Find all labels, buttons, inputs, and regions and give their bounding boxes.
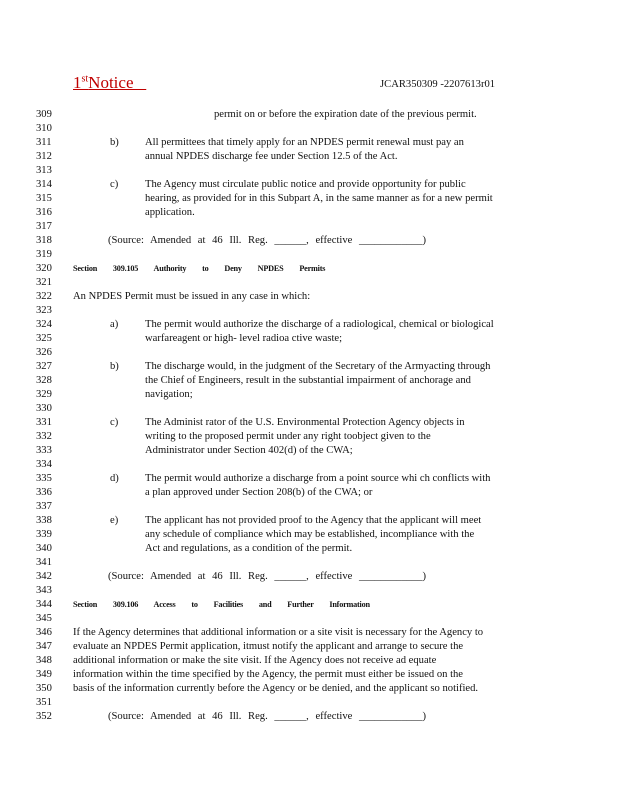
- line-text: The permit would authorize the discharge of a radiological, chemical or biological: [145, 319, 494, 330]
- line-number: 318: [36, 235, 52, 246]
- section-heading: Section 309.105 Authority to Deny NPDES Permits: [73, 264, 326, 273]
- text-line: [0, 500, 618, 514]
- line-number: 348: [36, 655, 52, 666]
- line-number: 331: [36, 417, 52, 428]
- text-line: [0, 542, 618, 556]
- text-line: [0, 598, 618, 612]
- text-line: [0, 332, 618, 346]
- text-line: [0, 416, 618, 430]
- line-number: 328: [36, 375, 52, 386]
- item-label: c): [110, 179, 119, 190]
- text-line: [0, 654, 618, 668]
- line-text: permit on or before the expiration date of the previous permit.: [214, 109, 477, 120]
- line-number: 339: [36, 529, 52, 540]
- source-note: (Source: Amended at 46 Ill. Reg. ______, effective ____________): [108, 235, 427, 246]
- line-number: 327: [36, 361, 52, 372]
- line-text: The permit would authorize a discharge from a point source whi ch conflicts with: [145, 473, 491, 484]
- line-number: 320: [36, 263, 52, 274]
- text-line: [0, 192, 618, 206]
- item-label: c): [110, 417, 119, 428]
- text-line: [0, 318, 618, 332]
- text-line: [0, 388, 618, 402]
- line-number: 325: [36, 333, 52, 344]
- line-number: 329: [36, 389, 52, 400]
- notice-heading: [73, 73, 146, 93]
- line-number: 335: [36, 473, 52, 484]
- line-number: 343: [36, 585, 52, 596]
- text-line: [0, 150, 618, 164]
- text-line: [0, 290, 618, 304]
- line-number: 342: [36, 571, 52, 582]
- line-number: 347: [36, 641, 52, 652]
- text-line: [0, 304, 618, 318]
- line-number: 316: [36, 207, 52, 218]
- line-number: 352: [36, 711, 52, 722]
- source-note: (Source: Amended at 46 Ill. Reg. ______, effective ____________): [108, 571, 427, 582]
- line-number: 313: [36, 165, 52, 176]
- text-line: [0, 262, 618, 276]
- line-text: If the Agency determines that additional information or a site visit is necessary for the Agency to: [73, 627, 484, 638]
- line-number: 333: [36, 445, 52, 456]
- item-label: e): [110, 515, 119, 526]
- line-text: hearing, as provided for in this Subpart A, in the same manner as for a new permit: [145, 193, 493, 204]
- text-line: [0, 122, 618, 136]
- item-label: a): [110, 319, 119, 330]
- line-number: 338: [36, 515, 52, 526]
- line-text: Administrator under Section 402(d) of the CWA;: [145, 445, 353, 456]
- line-number: 315: [36, 193, 52, 204]
- line-number: 312: [36, 151, 52, 162]
- line-number: 317: [36, 221, 52, 232]
- text-line: [0, 206, 618, 220]
- line-text: information within the time specified by the Agency, the permit must either be issued on the: [73, 669, 464, 680]
- text-line: [0, 528, 618, 542]
- text-line: [0, 626, 618, 640]
- line-text: annual NPDES discharge fee under Section 12.5 of the Act.: [145, 151, 398, 162]
- line-text: the Chief of Engineers, result in the substantial impairment of anchorage and: [145, 375, 471, 386]
- text-line: [0, 360, 618, 374]
- line-text: writing to the proposed permit under any right toobject given to the: [145, 431, 431, 442]
- line-text: An NPDES Permit must be issued in any case in which:: [73, 291, 311, 302]
- line-text: Act and regulations, as a condition of the permit.: [145, 543, 353, 554]
- text-line: [0, 584, 618, 598]
- text-line: [0, 668, 618, 682]
- line-text: navigation;: [145, 389, 193, 400]
- text-line: [0, 402, 618, 416]
- text-line: [0, 444, 618, 458]
- text-line: [0, 514, 618, 528]
- line-text: application.: [145, 207, 195, 218]
- text-line: [0, 556, 618, 570]
- line-number: 340: [36, 543, 52, 554]
- text-line: [0, 248, 618, 262]
- line-text: The applicant has not provided proof to the Agency that the applicant will meet: [145, 515, 482, 526]
- text-line: [0, 696, 618, 710]
- text-line: [0, 710, 618, 724]
- line-text: warfareagent or high- level radioa ctive waste;: [145, 333, 343, 344]
- line-number: 351: [36, 697, 52, 708]
- text-line: [0, 164, 618, 178]
- line-number: 346: [36, 627, 52, 638]
- line-number: 314: [36, 179, 52, 190]
- text-line: [0, 640, 618, 654]
- line-text: evaluate an NPDES Permit application, itmust notify the applicant and arrange to secure the: [73, 641, 464, 652]
- text-line: [0, 570, 618, 584]
- line-number: 322: [36, 291, 52, 302]
- text-line: [0, 472, 618, 486]
- section-heading: Section 309.106 Access to Facilities and Further Information: [73, 600, 370, 609]
- line-text: All permittees that timely apply for an NPDES permit renewal must pay an: [145, 137, 464, 148]
- line-number: 344: [36, 599, 52, 610]
- text-line: [0, 136, 618, 150]
- line-number: 309: [36, 109, 52, 120]
- line-number: 345: [36, 613, 52, 624]
- notice-ordinal-suffix: st: [81, 73, 89, 85]
- jcar-reference: JCAR350309 -2207613r01: [380, 79, 496, 90]
- notice-word: Notice: [88, 73, 134, 92]
- notice-ordinal: 1: [73, 73, 82, 92]
- line-text: additional information or make the site visit. If the Agency does not receive ad equate: [73, 655, 437, 666]
- line-text: a plan approved under Section 208(b) of the CWA; or: [145, 487, 373, 498]
- text-line: [0, 682, 618, 696]
- line-text: The discharge would, in the judgment of the Secretary of the Armyacting through: [145, 361, 491, 372]
- line-number: 326: [36, 347, 52, 358]
- line-number: 319: [36, 249, 52, 260]
- text-line: [0, 178, 618, 192]
- line-number: 336: [36, 487, 52, 498]
- line-text: any schedule of compliance which may be established, incompliance with the: [145, 529, 475, 540]
- item-label: b): [110, 137, 119, 148]
- text-line: [0, 220, 618, 234]
- line-number: 310: [36, 123, 52, 134]
- source-note: (Source: Amended at 46 Ill. Reg. ______, effective ____________): [108, 711, 427, 722]
- text-line: [0, 346, 618, 360]
- text-line: [0, 276, 618, 290]
- line-text: The Agency must circulate public notice and provide opportunity for public: [145, 179, 466, 190]
- text-line: [0, 234, 618, 248]
- line-number: 341: [36, 557, 52, 568]
- line-number: 323: [36, 305, 52, 316]
- line-number: 349: [36, 669, 52, 680]
- line-text: The Administ rator of the U.S. Environmental Protection Agency objects in: [145, 417, 465, 428]
- line-number: 330: [36, 403, 52, 414]
- text-line: [0, 612, 618, 626]
- line-number: 332: [36, 431, 52, 442]
- line-number: 350: [36, 683, 52, 694]
- line-number: 321: [36, 277, 52, 288]
- line-text: basis of the information currently before the Agency or be denied, and the applicant so notified.: [73, 683, 479, 694]
- item-label: d): [110, 473, 119, 484]
- text-line: [0, 374, 618, 388]
- text-line: [0, 108, 618, 122]
- item-label: b): [110, 361, 119, 372]
- line-number: 311: [36, 137, 52, 148]
- line-number: 324: [36, 319, 52, 330]
- text-line: [0, 458, 618, 472]
- text-line: [0, 430, 618, 444]
- text-line: [0, 486, 618, 500]
- line-number: 337: [36, 501, 52, 512]
- line-number: 334: [36, 459, 52, 470]
